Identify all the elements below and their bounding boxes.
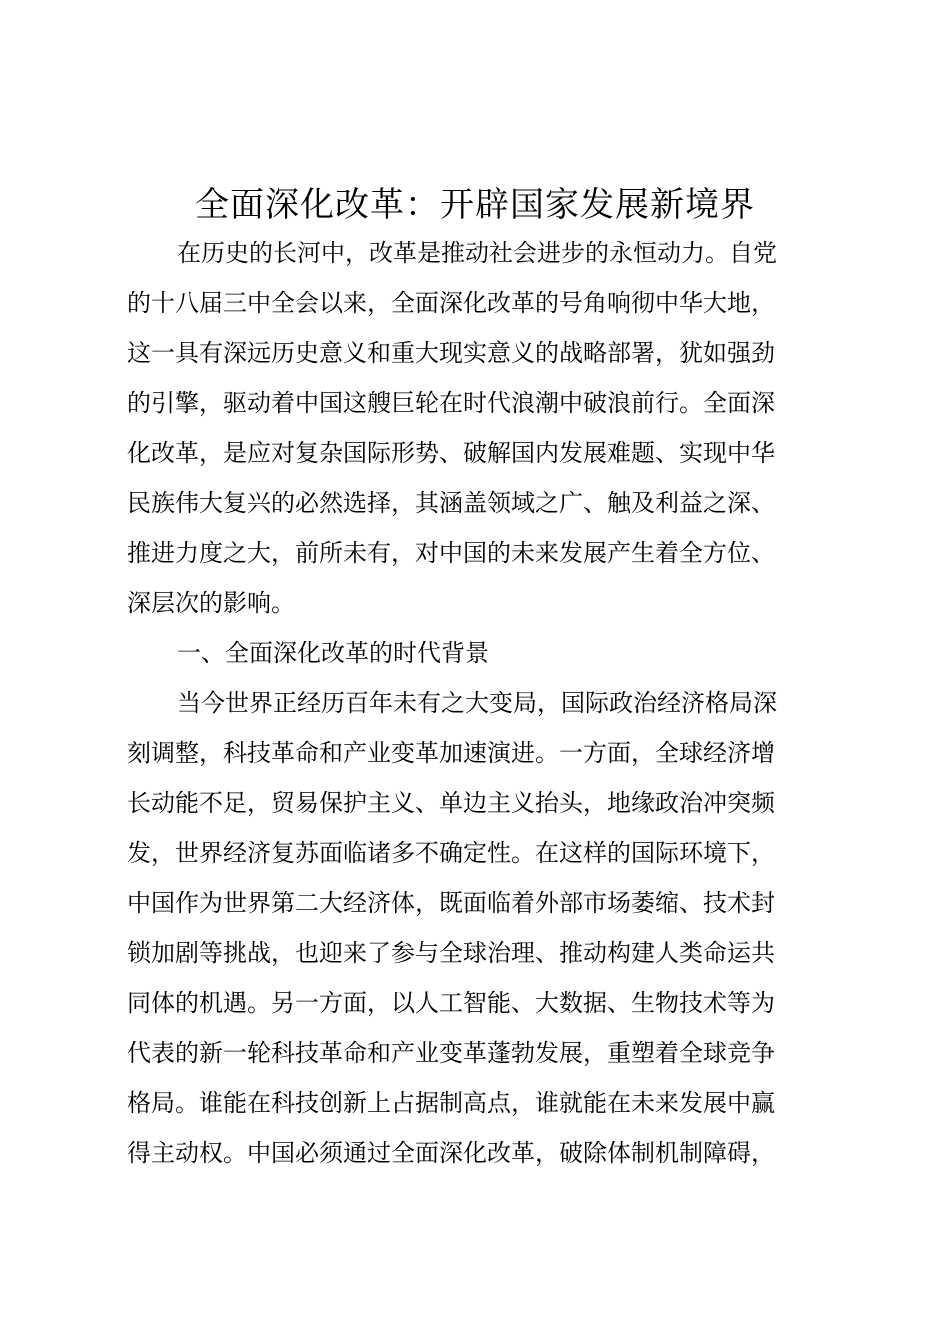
- paragraph-line: 刻调整，科技革命和产业变革加速演进。一方面，全球经济增: [127, 739, 775, 767]
- document-title: 全面深化改革：开辟国家发展新境界: [195, 185, 755, 225]
- paragraph-line: 得主动权。中国必须通过全面深化改革，破除体制机制障碍，: [127, 1139, 775, 1167]
- paragraph-line: 民族伟大复兴的必然选择，其涵盖领域之广、触及利益之深、: [127, 489, 775, 517]
- paragraph-line: 中国作为世界第二大经济体，既面临着外部市场萎缩、技术封: [127, 889, 775, 917]
- paragraph-line: 格局。谁能在科技创新上占据制高点，谁就能在未来发展中赢: [127, 1089, 775, 1117]
- paragraph-line: 发，世界经济复苏面临诸多不确定性。在这样的国际环境下，: [127, 839, 775, 867]
- paragraph-line: 的十八届三中全会以来，全面深化改革的号角响彻中华大地，: [127, 289, 775, 317]
- paragraph-line: 深层次的影响。: [127, 589, 295, 617]
- paragraph-line: 这一具有深远历史意义和重大现实意义的战略部署，犹如强劲: [127, 339, 775, 367]
- paragraph-line: 化改革，是应对复杂国际形势、破解国内发展难题、实现中华: [127, 439, 775, 467]
- paragraph-line: 推进力度之大，前所未有，对中国的未来发展产生着全方位、: [127, 539, 775, 567]
- paragraph-line: 锁加剧等挑战，也迎来了参与全球治理、推动构建人类命运共: [127, 939, 775, 967]
- paragraph-line: 当今世界正经历百年未有之大变局，国际政治经济格局深: [177, 689, 777, 717]
- paragraph-line: 在历史的长河中，改革是推动社会进步的永恒动力。自党: [177, 239, 777, 267]
- paragraph-line: 代表的新一轮科技革命和产业变革蓬勃发展，重塑着全球竞争: [127, 1039, 775, 1067]
- paragraph-line: 同体的机遇。另一方面，以人工智能、大数据、生物技术等为: [127, 989, 775, 1017]
- paragraph-line: 长动能不足，贸易保护主义、单边主义抬头，地缘政治冲突频: [127, 789, 775, 817]
- document-body: [127, 228, 837, 1178]
- paragraph-line: 的引擎，驱动着中国这艘巨轮在时代浪潮中破浪前行。全面深: [127, 389, 775, 417]
- section-heading: 一、全面深化改革的时代背景: [177, 639, 489, 667]
